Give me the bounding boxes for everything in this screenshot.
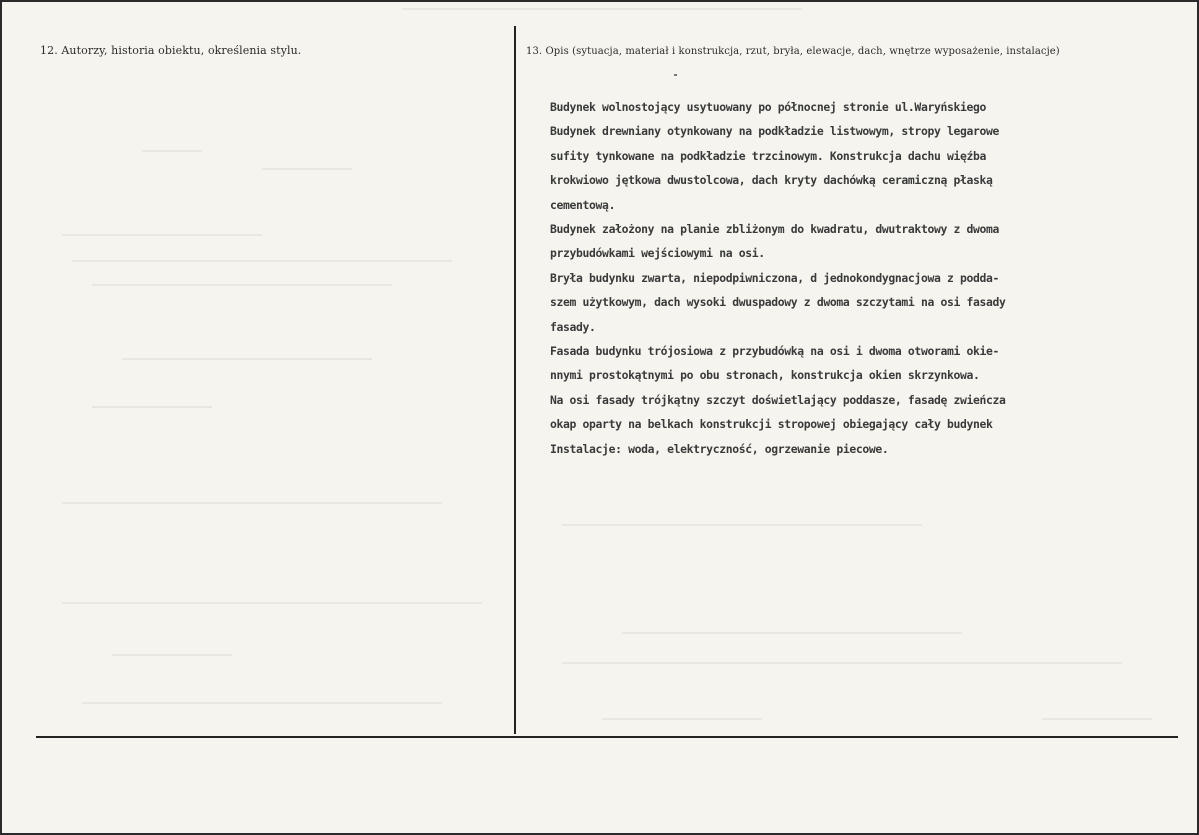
show-through-mark — [142, 150, 202, 152]
show-through-mark — [112, 654, 232, 656]
description-line: okap oparty na belkach konstrukcji stropowej obiegający cały budynek — [550, 417, 993, 432]
show-through-mark — [122, 358, 372, 360]
show-through-mark — [92, 284, 392, 286]
show-through-mark — [562, 662, 1122, 664]
description-line: krokwiowo jętkowa dwustolcowa, dach kryty dachówką ceramiczną płaską — [550, 173, 993, 188]
show-through-mark — [402, 8, 802, 10]
description-line: Bryła budynku zwarta, niepodpiwniczona, d jednokondygnacjowa z podda- — [550, 270, 1000, 285]
description-line: Instalacje: woda, elektryczność, ogrzewanie piecowe. — [550, 441, 889, 456]
section-13-label: 13. Opis (sytuacja, materiał i konstrukcja, rzut, bryła, elewacje, dach, wnętrze wyposażenie, instalacje) — [526, 46, 1060, 57]
description-line: przybudówkami wejściowymi na osi. — [550, 246, 765, 261]
description-line: Budynek założony na planie zbliżonym do kwadratu, dwutraktowy z dwoma — [550, 222, 1000, 237]
show-through-mark — [62, 234, 262, 236]
column-divider — [514, 26, 516, 734]
description-line: Budynek wolnostojący usytuowany po północnej stronie ul.Waryńskiego — [550, 100, 987, 114]
description-line: Budynek drewniany otynkowany na podkładzie listwowym, stropy legarowe — [550, 124, 1000, 139]
bottom-rule — [36, 736, 1178, 738]
description-line: nnymi prostokątnymi po obu stronach, konstrukcja okien skrzynkowa. — [550, 368, 980, 383]
description-line: cementową. — [550, 197, 616, 212]
description-line: sufity tynkowane na podkładzie trzcinowym. Konstrukcja dachu więźba — [550, 148, 987, 163]
show-through-mark — [62, 502, 442, 504]
description-line: Na osi fasady trójkątny szczyt doświetlający poddasze, fasadę zwieńcza — [550, 392, 1006, 407]
description-line: szem użytkowym, dach wysoki dwuspadowy z dwoma szczytami na osi fasady — [550, 295, 1006, 310]
description-text — [550, 95, 1180, 461]
ink-dot — [674, 74, 677, 76]
description-line: Fasada budynku trójosiowa z przybudówką na osi i dwoma otworami okie- — [550, 344, 1000, 359]
show-through-mark — [262, 168, 352, 170]
show-through-mark — [92, 406, 212, 408]
show-through-mark — [72, 260, 452, 262]
show-through-mark — [1042, 718, 1152, 720]
show-through-mark — [82, 702, 442, 704]
show-through-mark — [62, 602, 482, 604]
show-through-mark — [602, 718, 762, 720]
description-line: fasady. — [550, 319, 596, 334]
show-through-mark — [562, 524, 922, 526]
show-through-mark — [622, 632, 962, 634]
section-12-label: 12. Autorzy, historia obiektu, określenia stylu. — [40, 44, 302, 57]
